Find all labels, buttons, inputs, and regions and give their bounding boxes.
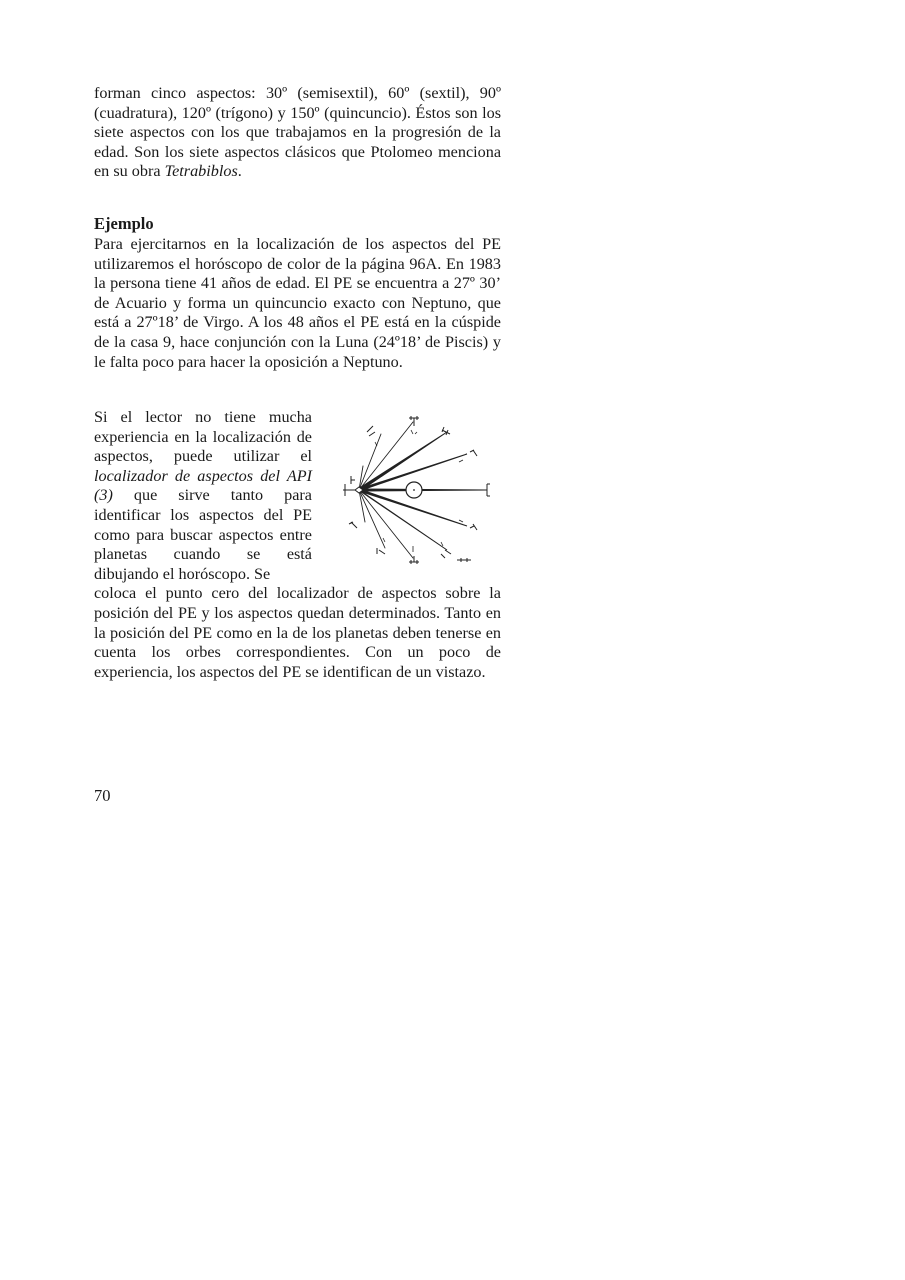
example-text: Para ejercitarnos en la localización de los aspectos del PE utilizaremos el horóscopo de color de la página 96A. En 1983 la persona tiene 41 años de edad. El PE se encuentra a 27º 30’ de Acuario y forma un quincuncio exacto con Neptuno, que está a 27º18’ de Virgo. A los 48 años el PE está en la cúspide de la casa 9, hace conjunción con la Luna (24º18’ de Piscis) y le falta poco para hacer la oposición a Neptuno. — [94, 235, 501, 371]
locator-text-wrapped: que sirve tanto para identificar los aspectos del PE como para buscar aspectos entre planetas cuando se está dibujando el horóscopo. Se — [94, 486, 312, 583]
intro-text: forman cinco aspectos: 30º (semisextil), 60º (sextil), 90º (cuadratura), 120º (trígono) y 150º (quincuncio). Éstos son los siete aspectos con los que trabajamos en la progresión de la edad. Son los siete aspectos clásicos que Ptolomeo menciona en su obra — [94, 84, 501, 181]
aspect-line-nne — [358, 432, 447, 491]
center-dot — [413, 489, 415, 491]
aspect-line-sw — [359, 490, 365, 522]
book-title-italic: Tetrabiblos — [164, 162, 238, 181]
intro-text-end: . — [237, 162, 242, 181]
locator-name-italic: localizador de aspectos del API (3) — [94, 466, 312, 505]
intro-paragraph — [94, 84, 501, 182]
page-number: 70 — [94, 786, 111, 805]
aspect-line-sse — [358, 489, 447, 550]
locator-text-full: coloca el punto cero del localizador de aspectos sobre la posición del PE y los aspectos quedan determinados. Tanto en la posición del PE como en la de los planetas deben tenerse en cuenta los orbes correspondientes. Con un poco de experiencia, los aspectos del PE se identifican de un vistazo. — [94, 584, 501, 681]
example-paragraph — [94, 235, 501, 372]
aspect-locator-figure — [337, 410, 497, 570]
section-heading: Ejemplo — [94, 214, 154, 233]
locator-text-start: Si el lector no tiene mucha experiencia en la localización de aspectos, puede utilizar el — [94, 408, 312, 466]
aspect-line-east — [359, 489, 487, 491]
